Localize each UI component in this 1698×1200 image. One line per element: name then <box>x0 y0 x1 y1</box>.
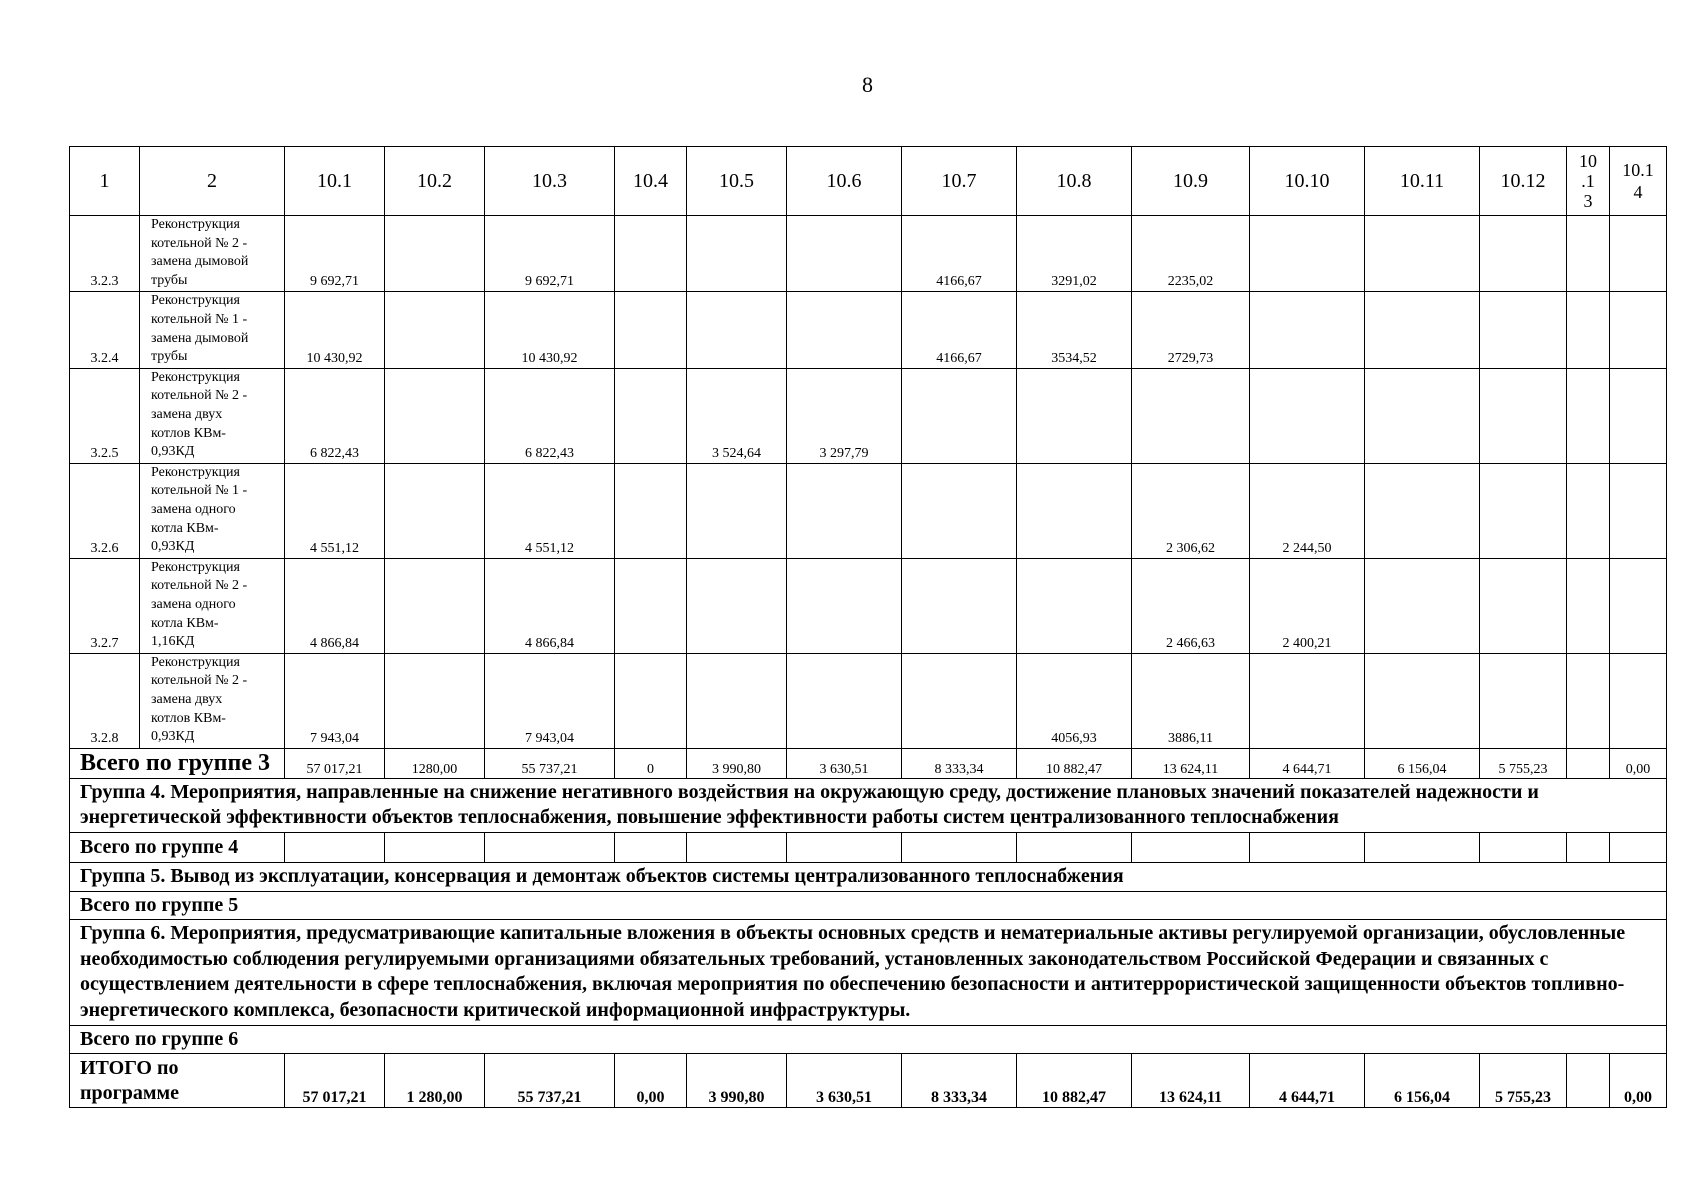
cell-10-7 <box>902 463 1017 558</box>
row-number: 3.2.3 <box>70 216 140 292</box>
cell-10-11 <box>1365 368 1480 463</box>
group5-title-row <box>70 862 1667 891</box>
group6-title-row <box>70 920 1667 1025</box>
header-row <box>70 147 1667 216</box>
group5-total-row <box>70 891 1667 920</box>
row-number: 3.2.5 <box>70 368 140 463</box>
cell-10-8 <box>1017 368 1132 463</box>
cell-10-13 <box>1567 463 1610 558</box>
group5-total-label: Всего по группе 5 <box>70 891 1667 920</box>
cell-10-13 <box>1567 653 1610 748</box>
program-total-row <box>70 1054 1667 1108</box>
cell-10-5 <box>687 832 787 862</box>
row-number: 3.2.8 <box>70 653 140 748</box>
cell-10-1: 4 866,84 <box>285 558 385 653</box>
cell-10-2: 1 280,00 <box>385 1054 485 1108</box>
cell-10-7 <box>902 368 1017 463</box>
cell-10-6 <box>787 653 902 748</box>
cell-10-2 <box>385 558 485 653</box>
cell-10-11 <box>1365 463 1480 558</box>
cell-10-6 <box>787 216 902 292</box>
cell-10-2: 1280,00 <box>385 748 485 778</box>
cell-10-1: 9 692,71 <box>285 216 385 292</box>
cell-10-8: 4056,93 <box>1017 653 1132 748</box>
cell-10-5 <box>687 463 787 558</box>
cell-10-1 <box>285 832 385 862</box>
cell-10-9: 13 624,11 <box>1132 748 1250 778</box>
investment-program-table <box>69 146 1667 1108</box>
cell-10-11: 6 156,04 <box>1365 1054 1480 1108</box>
cell-10-4: 0 <box>615 748 687 778</box>
cell-10-4 <box>615 653 687 748</box>
cell-10-13 <box>1567 1054 1610 1108</box>
cell-10-3: 6 822,43 <box>485 368 615 463</box>
cell-10-10 <box>1250 653 1365 748</box>
cell-10-5 <box>687 558 787 653</box>
group6-total-label: Всего по группе 6 <box>70 1025 1667 1054</box>
cell-10-7: 4166,67 <box>902 216 1017 292</box>
measure-name: Реконструкция котельной № 2 - замена дымовой трубы <box>140 216 285 292</box>
cell-10-7 <box>902 558 1017 653</box>
cell-10-3: 55 737,21 <box>485 748 615 778</box>
cell-10-7 <box>902 832 1017 862</box>
cell-10-14 <box>1610 216 1667 292</box>
group3-total-row <box>70 748 1667 778</box>
cell-10-11 <box>1365 832 1480 862</box>
cell-10-8 <box>1017 832 1132 862</box>
group6-total-row <box>70 1025 1667 1054</box>
cell-10-9 <box>1132 832 1250 862</box>
cell-10-4: 0,00 <box>615 1054 687 1108</box>
measure-name: Реконструкция котельной № 2 - замена двух котлов КВм- 0,93КД <box>140 368 285 463</box>
cell-10-14 <box>1610 832 1667 862</box>
header-cell: 10.9 <box>1132 147 1250 216</box>
cell-10-10: 4 644,71 <box>1250 748 1365 778</box>
cell-10-12: 5 755,23 <box>1480 748 1567 778</box>
cell-10-12 <box>1480 368 1567 463</box>
header-cell: 10.4 <box>615 147 687 216</box>
measure-name: Реконструкция котельной № 1 - замена дымовой трубы <box>140 292 285 368</box>
cell-10-7: 8 333,34 <box>902 1054 1017 1108</box>
cell-10-10: 2 400,21 <box>1250 558 1365 653</box>
cell-10-5: 3 990,80 <box>687 748 787 778</box>
header-cell: 1 <box>70 147 140 216</box>
cell-10-4 <box>615 368 687 463</box>
cell-10-10 <box>1250 368 1365 463</box>
header-cell: 10.5 <box>687 147 787 216</box>
cell-10-1: 57 017,21 <box>285 748 385 778</box>
page-number: 8 <box>862 72 873 97</box>
cell-10-4 <box>615 463 687 558</box>
cell-10-11 <box>1365 558 1480 653</box>
group3-total-label: Всего по группе 3 <box>70 748 285 778</box>
program-total-label: ИТОГО по программе <box>70 1054 285 1108</box>
cell-10-1: 10 430,92 <box>285 292 385 368</box>
cell-10-13 <box>1567 558 1610 653</box>
cell-10-6 <box>787 463 902 558</box>
cell-10-9: 3886,11 <box>1132 653 1250 748</box>
cell-10-3: 4 551,12 <box>485 463 615 558</box>
table-row <box>70 653 1667 748</box>
cell-10-6 <box>787 292 902 368</box>
cell-10-5: 3 990,80 <box>687 1054 787 1108</box>
cell-10-11 <box>1365 292 1480 368</box>
cell-10-8 <box>1017 558 1132 653</box>
cell-10-9: 2729,73 <box>1132 292 1250 368</box>
group6-title: Группа 6. Мероприятия, предусматривающие капитальные вложения в объекты основных средств и нематериальные активы регулируемой организации, обусловленные необходимостью соблюдения регулируемыми организациями обязательных требований, установленных законодательством Российской Федерации и связанных с осуществлением деятельности в сфере теплоснабжения, включая мероприятия по обеспечению безопасности и антитеррористической защищенности объектов топливно-энергетического комплекса, безопасности критической информационной инфраструктуры. <box>70 920 1667 1025</box>
cell-10-9: 13 624,11 <box>1132 1054 1250 1108</box>
cell-10-5 <box>687 653 787 748</box>
header-cell: 10.6 <box>787 147 902 216</box>
header-cell: 10.1 <box>285 147 385 216</box>
cell-10-5 <box>687 292 787 368</box>
cell-10-2 <box>385 653 485 748</box>
cell-10-3: 7 943,04 <box>485 653 615 748</box>
cell-10-14 <box>1610 558 1667 653</box>
cell-10-10: 2 244,50 <box>1250 463 1365 558</box>
header-cell: 10.7 <box>902 147 1017 216</box>
row-number: 3.2.6 <box>70 463 140 558</box>
table-row <box>70 558 1667 653</box>
cell-10-2 <box>385 832 485 862</box>
cell-10-13 <box>1567 292 1610 368</box>
cell-10-6: 3 297,79 <box>787 368 902 463</box>
cell-10-8: 3291,02 <box>1017 216 1132 292</box>
cell-10-1: 6 822,43 <box>285 368 385 463</box>
row-number: 3.2.4 <box>70 292 140 368</box>
cell-10-14 <box>1610 292 1667 368</box>
cell-10-4 <box>615 216 687 292</box>
cell-10-9: 2 306,62 <box>1132 463 1250 558</box>
cell-10-1: 7 943,04 <box>285 653 385 748</box>
cell-10-4 <box>615 292 687 368</box>
cell-10-6 <box>787 558 902 653</box>
cell-10-8: 10 882,47 <box>1017 748 1132 778</box>
cell-10-9: 2 466,63 <box>1132 558 1250 653</box>
cell-10-3: 10 430,92 <box>485 292 615 368</box>
cell-10-10 <box>1250 292 1365 368</box>
cell-10-12 <box>1480 463 1567 558</box>
cell-10-7 <box>902 653 1017 748</box>
cell-10-6: 3 630,51 <box>787 748 902 778</box>
cell-10-14 <box>1610 463 1667 558</box>
group4-total-label: Всего по группе 4 <box>70 832 285 862</box>
table-row <box>70 292 1667 368</box>
cell-10-8: 10 882,47 <box>1017 1054 1132 1108</box>
group4-title: Группа 4. Мероприятия, направленные на снижение негативного воздействия на окружающую среду, достижение плановых значений показателей надежности и энергетической эффективности объектов теплоснабжения, повышение эффективности работы систем централизованного теплоснабжения <box>70 778 1667 832</box>
cell-10-12 <box>1480 653 1567 748</box>
cell-10-9: 2235,02 <box>1132 216 1250 292</box>
cell-10-1: 4 551,12 <box>285 463 385 558</box>
measure-name: Реконструкция котельной № 2 - замена двух котлов КВм- 0,93КД <box>140 653 285 748</box>
cell-10-8 <box>1017 463 1132 558</box>
header-cell: 10.2 <box>385 147 485 216</box>
header-cell: 10.10 <box>1250 147 1365 216</box>
cell-10-14 <box>1610 368 1667 463</box>
cell-10-11 <box>1365 216 1480 292</box>
row-number: 3.2.7 <box>70 558 140 653</box>
cell-10-2 <box>385 368 485 463</box>
cell-10-6: 3 630,51 <box>787 1054 902 1108</box>
cell-10-1: 57 017,21 <box>285 1054 385 1108</box>
cell-10-2 <box>385 216 485 292</box>
cell-10-13 <box>1567 216 1610 292</box>
table-row <box>70 216 1667 292</box>
cell-10-11 <box>1365 653 1480 748</box>
header-cell: 2 <box>140 147 285 216</box>
cell-10-6 <box>787 832 902 862</box>
cell-10-2 <box>385 292 485 368</box>
cell-10-3: 9 692,71 <box>485 216 615 292</box>
cell-10-11: 6 156,04 <box>1365 748 1480 778</box>
cell-10-14: 0,00 <box>1610 1054 1667 1108</box>
cell-10-12: 5 755,23 <box>1480 1054 1567 1108</box>
cell-10-12 <box>1480 832 1567 862</box>
cell-10-3 <box>485 832 615 862</box>
header-cell: 10.8 <box>1017 147 1132 216</box>
cell-10-4 <box>615 832 687 862</box>
cell-10-9 <box>1132 368 1250 463</box>
cell-10-8: 3534,52 <box>1017 292 1132 368</box>
header-cell: 10 .1 3 <box>1567 147 1610 216</box>
cell-10-13 <box>1567 748 1610 778</box>
group4-title-row <box>70 778 1667 832</box>
group5-title: Группа 5. Вывод из эксплуатации, консервация и демонтаж объектов системы централизованного теплоснабжения <box>70 862 1667 891</box>
cell-10-14 <box>1610 653 1667 748</box>
header-cell: 10.1 4 <box>1610 147 1667 216</box>
measure-name: Реконструкция котельной № 1 - замена одного котла КВм- 0,93КД <box>140 463 285 558</box>
cell-10-7: 8 333,34 <box>902 748 1017 778</box>
measure-name: Реконструкция котельной № 2 - замена одного котла КВм- 1,16КД <box>140 558 285 653</box>
cell-10-13 <box>1567 368 1610 463</box>
cell-10-12 <box>1480 292 1567 368</box>
cell-10-13 <box>1567 832 1610 862</box>
cell-10-3: 4 866,84 <box>485 558 615 653</box>
cell-10-14: 0,00 <box>1610 748 1667 778</box>
cell-10-5: 3 524,64 <box>687 368 787 463</box>
cell-10-7: 4166,67 <box>902 292 1017 368</box>
cell-10-12 <box>1480 216 1567 292</box>
header-cell: 10.12 <box>1480 147 1567 216</box>
cell-10-2 <box>385 463 485 558</box>
header-cell: 10.11 <box>1365 147 1480 216</box>
cell-10-10: 4 644,71 <box>1250 1054 1365 1108</box>
cell-10-10 <box>1250 216 1365 292</box>
cell-10-4 <box>615 558 687 653</box>
cell-10-12 <box>1480 558 1567 653</box>
table-row <box>70 463 1667 558</box>
cell-10-10 <box>1250 832 1365 862</box>
cell-10-3: 55 737,21 <box>485 1054 615 1108</box>
group4-total-row <box>70 832 1667 862</box>
table-row <box>70 368 1667 463</box>
cell-10-5 <box>687 216 787 292</box>
header-cell: 10.3 <box>485 147 615 216</box>
